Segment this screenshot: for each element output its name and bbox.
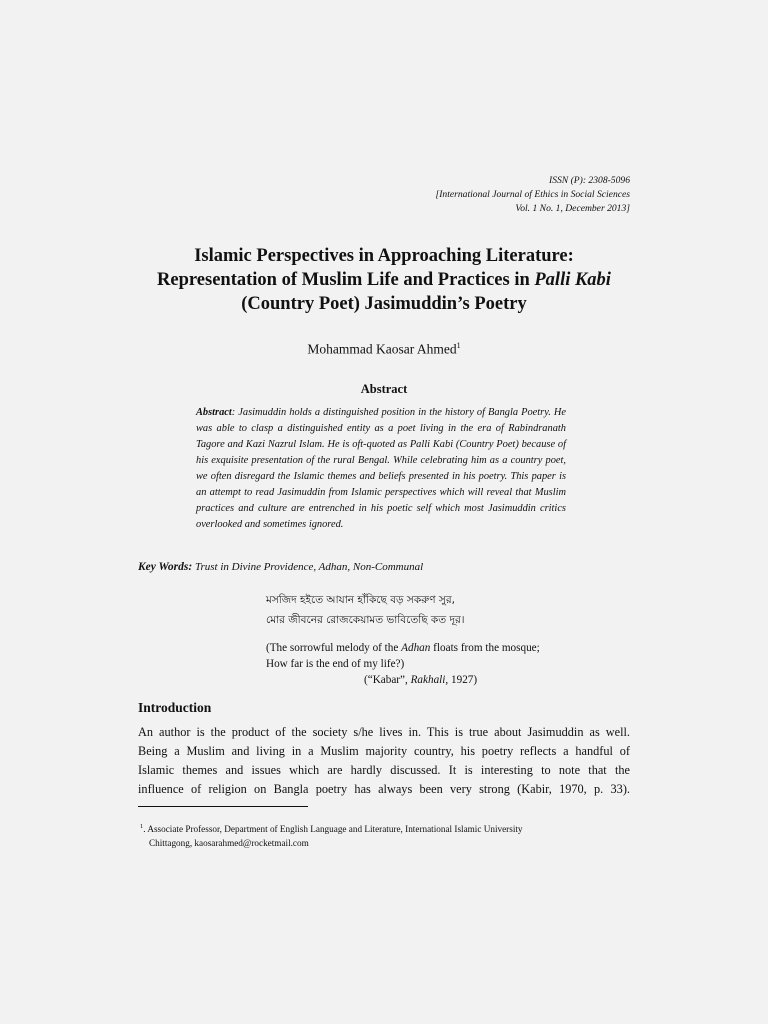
abstract-line: Kabi (Country Poet) because of his exquisite presentation of the rural xyxy=(196,439,566,466)
abstract-line: : Jasimuddin holds a distinguished position in the history of Bangla xyxy=(231,407,519,418)
introduction-heading: Introduction xyxy=(138,700,212,715)
abstract-body xyxy=(196,405,566,533)
bangla-verse-line: মসজিদ হইতে আযান হাঁকিছে বড় সকরুণ সুর, xyxy=(266,594,455,606)
author-name: Mohammad Kaosar Ahmed xyxy=(307,341,457,357)
translation-text: (The sorrowful melody of the xyxy=(266,642,402,654)
abstract-line: Bengal. While celebrating him as a country poet, we often disregard the xyxy=(196,455,566,482)
bangla-verse xyxy=(266,590,465,630)
citation-text: (“Kabar”, xyxy=(364,674,411,686)
footnote-mark: 1 xyxy=(140,823,144,830)
bangla-verse-line: মোর জীবনের রোজকেয়ামত ভাবিতেছি কত দূর। xyxy=(266,614,465,626)
abstract-heading: Abstract xyxy=(360,382,408,396)
abstract-lead: Abstract xyxy=(196,407,232,418)
title-line-2 xyxy=(110,268,658,292)
introduction-line: Islamic themes and issues which are hardly discussed. It is interesting to note that the xyxy=(138,763,630,777)
footnote-line-2: Chittagong, kaosarahmed@rocketmail.com xyxy=(149,838,309,849)
abstract-line: to read Jasimuddin from Islamic perspectives which will reveal that Muslim xyxy=(244,487,567,498)
title-line-1: Islamic Perspectives in Approaching Literature: xyxy=(194,246,574,266)
journal-volume: Vol. 1 No. 1, December 2013] xyxy=(515,203,630,214)
citation-text: , 1927) xyxy=(445,674,478,686)
footnote xyxy=(140,820,640,850)
journal-name: [International Journal of Ethics in Social Sciences xyxy=(435,189,630,200)
issn: ISSN (P): 2308-5096 xyxy=(549,175,630,186)
footnote-line-1 xyxy=(140,820,640,836)
abstract-line: practices and culture are entrenched in his poetic self which most xyxy=(196,503,484,514)
footnote-text: . Associate Professor, Department of English Language and Literature, International Islamic University xyxy=(143,824,523,835)
keywords-line xyxy=(138,561,423,573)
paper-title xyxy=(110,244,658,316)
abstract-line: of Rabindranath Tagore and Kazi Nazrul Islam. He is oft-quoted as Palli xyxy=(196,423,566,450)
citation-italic: Rakhali xyxy=(410,674,446,686)
verse-translation xyxy=(266,640,540,688)
title-italic-term: Palli Kabi xyxy=(534,270,611,290)
abstract-line: Islamic themes and beliefs presented in his poetry. This paper is an attempt xyxy=(196,471,566,498)
introduction-body xyxy=(138,723,630,799)
translation-text: floats from the mosque; xyxy=(430,642,540,654)
introduction-line: Being a Muslim and living in a Muslim majority country, his poetry reflects a handful of xyxy=(138,744,630,758)
author-footnote-mark[interactable]: 1 xyxy=(456,341,461,350)
abstract-line: Poetry. He was able to clasp a distinguished entity as a poet living in the era xyxy=(196,407,566,434)
title-line-3: (Country Poet) Jasimuddin’s Poetry xyxy=(241,294,527,314)
translation-line-2: How far is the end of my life?) xyxy=(266,658,405,670)
title-line-2-text: Representation of Muslim Life and Practices in xyxy=(157,270,535,290)
keywords-label: Key Words: xyxy=(138,561,193,573)
journal-header xyxy=(435,174,630,216)
verse-citation xyxy=(266,672,540,688)
author-line xyxy=(0,341,768,358)
footnote-divider xyxy=(138,806,308,807)
keywords-value: Trust in Divine Providence, Adhan, Non-Communal xyxy=(194,561,424,573)
translation-italic: Adhan xyxy=(401,642,431,654)
abstract-line: Jasimuddin critics overlooked and sometimes ignored. xyxy=(196,503,566,530)
introduction-line: An author is the product of the society s/he lives in. This is true about Jasimuddin as well. xyxy=(138,725,630,739)
introduction-line: influence of religion on Bangla poetry has always been very strong (Kabir, 1970, p. 33). xyxy=(138,782,630,796)
translation-line-1 xyxy=(266,640,540,656)
